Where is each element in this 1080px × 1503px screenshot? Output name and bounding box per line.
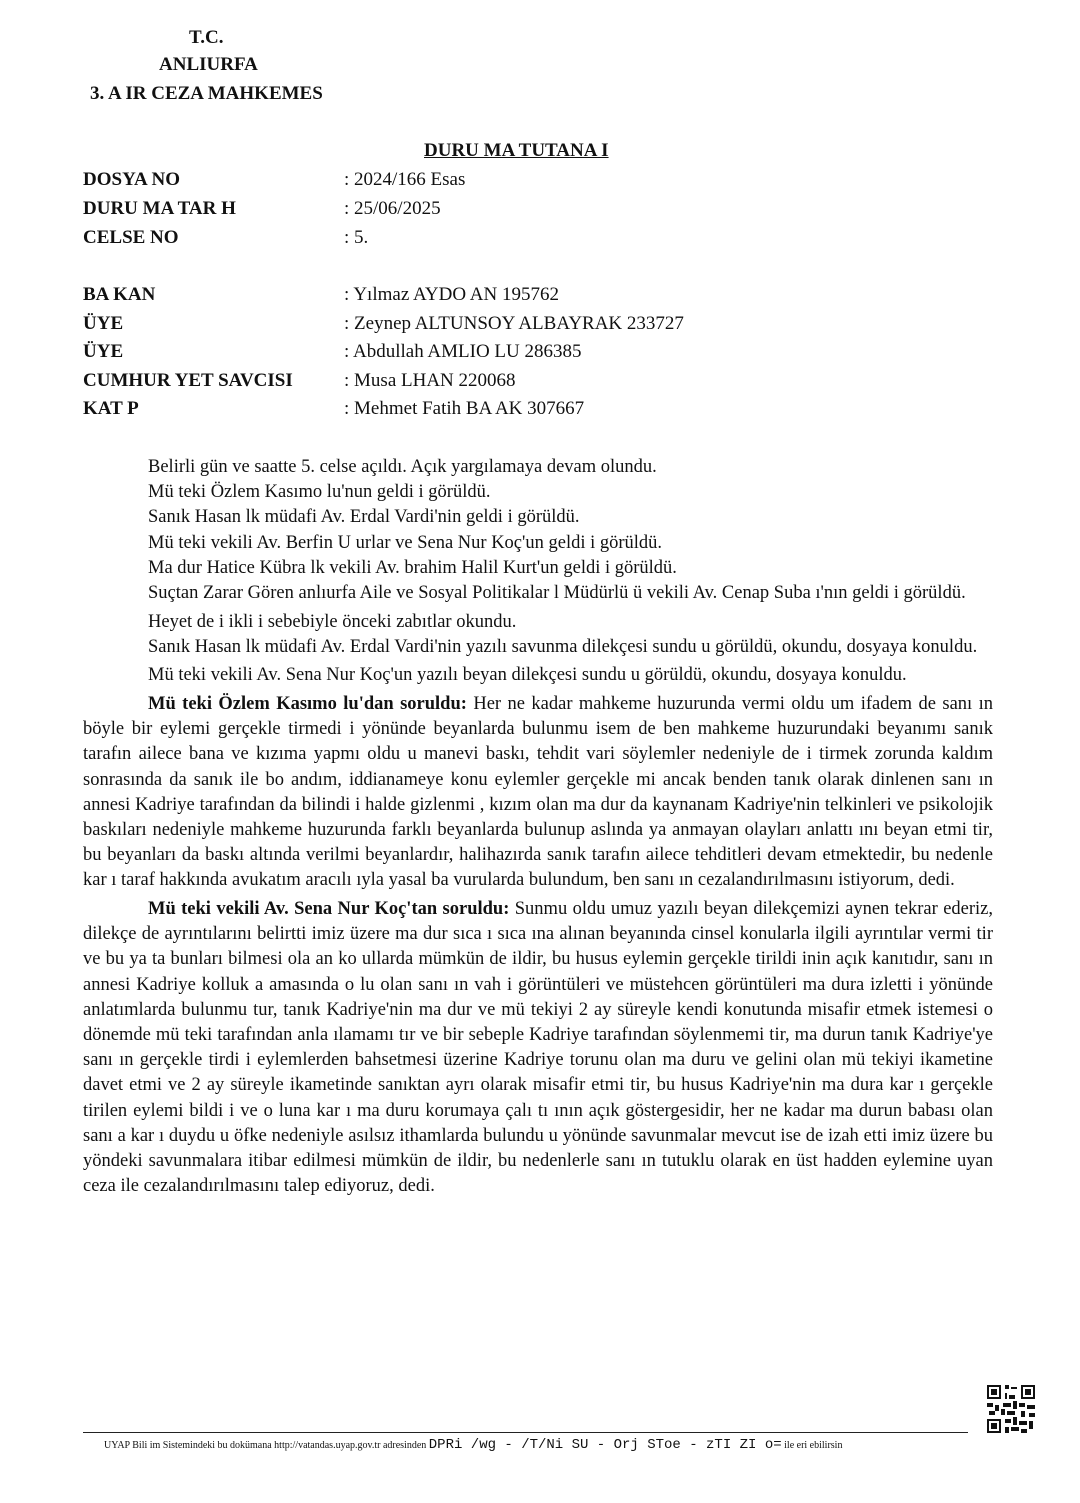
info-row-hearing-date [83, 198, 983, 226]
document-body [83, 455, 993, 1203]
qr-code-icon [985, 1383, 1037, 1435]
panel-row-prosecutor [83, 370, 983, 398]
info-row-file-no [83, 169, 983, 197]
info-value: : 5. [344, 227, 369, 248]
panel-value: : Yılmaz AYDO AN 195762 [344, 284, 559, 305]
panel-value: : Abdullah AMLIO LU 286385 [344, 341, 582, 362]
paragraph-minutes-read: Heyet de i ikli i sebebiyle önceki zabıtlar okundu. [148, 611, 517, 632]
panel-key: CUMHUR YET SAVCISI [83, 370, 293, 391]
panel-key: KAT P [83, 398, 139, 419]
panel-key: ÜYE [83, 313, 124, 334]
panel-row-clerk [83, 398, 983, 426]
paragraph-complainant-petition: Mü teki vekili Av. Sena Nur Koç'un yazılı beyan dilekçesi sundu u görüldü, okundu, dosyaya konuldu. [148, 665, 907, 686]
footer-divider [83, 1432, 968, 1433]
statement-text: Her ne kadar mahkeme huzurunda vermi oldu um ifadem de sanı ın böyle bir eylemi gerçekle tirmedi i yönünde beyanlarda bulunmu isem de ben mahkeme huzurundaki beyanımı sanık tarafın ailece bana ve kızıma yapmı oldu u manevi baskı, tehdit vari söylemler nedeniyle de i tirmek zorunda kaldım sonrasında da sanık ile bo andım, iddianameye konu eylemler gerçekle mi ancak benden tanık olarak dinlenen sanı ın annesi Kadriye tarafından da bilindi i halde gizlenmi , kızım olan ma dur da kaynanam Kadriye'nin telkinleri ve psikolojik baskıları nedeniyle mahkeme huzurunda farklı beyanlarda bulunup aslında ya anmayan olayları anlattı ını beyan etmi tir, bu beyanları da baskı altında verilmi beyanlardır, halihazırda sanık tarafın ailece tehditleri devam etmektedir, bu nedenle kar ı taraf hakkında avukatım aracılı ıyla yasal ba vurularda bulundum, ben sanı ın cezalandırılmasını istiyorum, dedi. [83, 694, 994, 891]
paragraph-victim-lawyer-present: Ma dur Hatice Kübra lk vekili Av. brahim Halil Kurt'un geldi i görüldü. [148, 557, 677, 578]
paragraph-complainant-lawyers-present: Mü teki vekili Av. Berfin U urlar ve Sena Nur Koç'un geldi i görüldü. [148, 532, 663, 553]
info-row-session-no [83, 227, 983, 255]
paragraph-defence-petition: Sanık Hasan lk müdafi Av. Erdal Vardi'nin yazılı savunma dilekçesi sundu u görüldü, okundu, dosyaya konuldu. [148, 636, 978, 657]
paragraph-complainant-present: Mü teki Özlem Kasımo lu'nun geldi i görüldü. [148, 482, 491, 503]
footer-verification-code: DPRi /wg - /T/Ni SU - Orj STοe - zTI ZI o= [428, 1437, 782, 1453]
header-tc: T.C. [189, 27, 224, 48]
panel-value: : Musa LHAN 220068 [344, 370, 516, 391]
info-value: : 2024/166 Esas [344, 169, 466, 190]
paragraph-lawyer-statement [83, 897, 993, 1199]
paragraph-injured-party-present: Suçtan Zarar Gören anlıurfa Aile ve Sosyal Politikalar l Müdürlü ü vekili Av. Cenap Suba ı'nın geldi i görüldü. [148, 583, 966, 604]
panel-row-member-1 [83, 313, 983, 341]
statement-lead: Mü teki Özlem Kasımo lu'dan soruldu: [148, 694, 467, 714]
panel-row-member-2 [83, 341, 983, 369]
paragraph-opening: Belirli gün ve saatte 5. celse açıldı. Açık yargılamaya devam olundu. [148, 457, 657, 477]
paragraph-defence-present: Sanık Hasan lk müdafi Av. Erdal Vardi'nin geldi i görüldü. [148, 507, 580, 528]
panel-key: BA KAN [83, 284, 156, 305]
info-key: CELSE NO [83, 227, 179, 248]
info-key: DURU MA TAR H [83, 198, 236, 219]
panel-value: : Mehmet Fatih BA AK 307667 [344, 398, 585, 419]
footer-text-prefix: UYAP Bili im Sistemindeki bu dokümana http://vatandas.uyap.gov.tr adresinden [104, 1440, 427, 1451]
panel-value: : Zeynep ALTUNSOY ALBAYRAK 233727 [344, 313, 684, 334]
header-city: ANLIURFA [159, 54, 258, 75]
footer-verification [104, 1437, 842, 1453]
statement-lead: Mü teki vekili Av. Sena Nur Koç'tan soruldu: [148, 899, 510, 920]
info-key: DOSYA NO [83, 169, 180, 190]
paragraph-complainant-statement [83, 692, 993, 894]
footer-text-suffix: ile eri ebilirsin [784, 1440, 843, 1451]
header-court: 3. A IR CEZA MAHKEMES [90, 83, 323, 104]
panel-key: ÜYE [83, 341, 124, 362]
panel-row-president [83, 284, 983, 312]
statement-text: Sunmu oldu umuz yazılı beyan dilekçemizi aynen tekrar ederiz, dilekçe de ayrıntılarını belirtti imiz üzere ma dur sıca ı sıca ına alınan beyanında cinsel konularla ilgili ayrıntılar vermi tir ve bu ya ta bunları bilmesi ola an ko ullarda mümkün de ildir, bu husus eylemin gerçekle tirildi inin açık kanıtıdır, sanı ın annesi Kadriye kolluk a amasında o lu olan sanı ın vah i görüntüleri ve müstehcen görüntüleri ma dura izletti i yönünde anlatımlarda bulunmu tur, tanık Kadriye'nin ma dur ve mü tekiyi 2 ay süreyle kendi konutunda misafir etmek istemesi o dönemde mü teki tarafından anla ılamamı tır ve bir sebeple Kadriye tarafından söylenmemi tir, ma durun tanık Kadriye'ye sanı ın gerçekle tirdi i eylemlerden bahsetmesi üzerine Kadriye torunu olan ma duru ve gelini olan mü tekiyi ikametine davet etmi ve 2 ay süreyle ikametinde sanıktan ayrı olarak misafir etmi tir, bu husus Kadriye'nin ma dura kar ı gerçekle tirilen eylemi bildi i ve o luna kar ı ma duru korumaya çalı tı ının açık göstergesidir, her ne kadar ma durun babası olan sanı a kar ı duydu u öfke nedeniyle asılsız ithamlarda bulundu u yönünde savunmalar mevcut ise de izah etti imiz üzere bu yöndeki savunmalara itibar edilmesi mümkün de ildir, bu nedenlerle sanı ın tutuklu olarak en üst hadden eylemine uyan ceza ile cezalandırılmasını talep ediyoruz, dedi. [83, 899, 994, 1197]
document-title: DURU MA TUTANA I [424, 140, 609, 161]
info-value: : 25/06/2025 [344, 198, 441, 219]
